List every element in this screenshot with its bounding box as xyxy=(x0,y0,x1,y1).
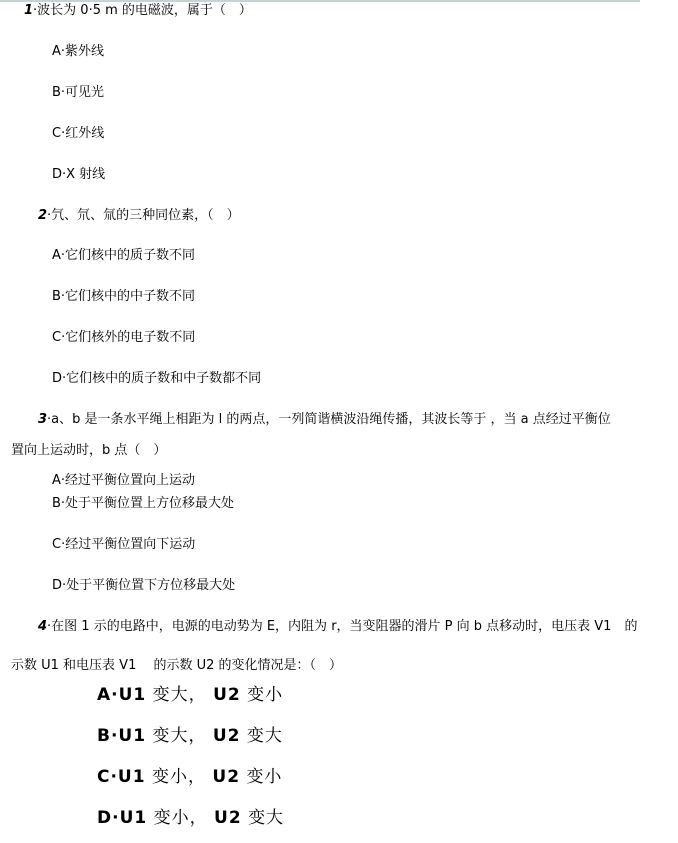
option-text: 变小， xyxy=(153,808,208,828)
question-2-option-d[interactable]: D·它们核中的质子数和中子数都不同 xyxy=(52,371,262,386)
option-u2: U2 xyxy=(212,767,241,787)
option-letter: B·U1 xyxy=(97,726,147,746)
question-4-stem-line2: 示数 U1 和电压表 V1 的示数 U2 的变化情况是：（ ） xyxy=(11,658,343,673)
question-text: ·在图 1 示的电路中，电源的电动势为 E，内阻为 r，当变阻器的滑片 P 向 b 点移动时，电压表 V1 的 xyxy=(47,619,638,634)
question-text: ·波长为 0·5 m 的电磁波，属于（ ） xyxy=(33,3,252,18)
option-text: 变大， xyxy=(152,685,207,705)
question-3-option-c[interactable]: C·经过平衡位置向下运动 xyxy=(52,537,196,552)
option-letter: D·U1 xyxy=(97,808,148,828)
question-2-stem xyxy=(38,208,240,224)
question-1-option-c[interactable]: C·红外线 xyxy=(52,126,105,141)
question-2-option-a[interactable]: A·它们核中的质子数不同 xyxy=(52,248,196,263)
question-2-option-b[interactable]: B·它们核中的中子数不同 xyxy=(52,289,196,304)
question-number: 1 xyxy=(24,3,34,18)
question-number: 3 xyxy=(38,412,48,427)
question-3-option-d[interactable]: D·处于平衡位置下方位移最大处 xyxy=(52,578,236,593)
question-4-option-b[interactable] xyxy=(97,726,283,746)
question-4-option-a[interactable] xyxy=(97,685,283,705)
option-text: 变小， xyxy=(151,767,206,787)
question-text: ·氕、氘、氚的三种同位素，（ ） xyxy=(47,208,240,223)
question-3-stem-line1 xyxy=(38,412,611,428)
question-number: 2 xyxy=(38,208,48,223)
question-1-option-b[interactable]: B·可见光 xyxy=(52,85,105,100)
option-text: 变大， xyxy=(152,726,207,746)
option-u2: U2 xyxy=(212,726,241,746)
question-3-option-a[interactable]: A·经过平衡位置向上运动 xyxy=(52,473,196,488)
top-divider xyxy=(0,0,640,2)
question-4-option-d[interactable] xyxy=(97,808,284,828)
question-number: 4 xyxy=(38,619,48,634)
option-u2: U2 xyxy=(214,808,242,828)
question-3-stem-line2: 置向上运动时，b 点（ ） xyxy=(11,443,167,458)
option-text-2: 变小 xyxy=(247,685,284,705)
question-2-option-c[interactable]: C·它们核外的电子数不同 xyxy=(52,330,196,345)
question-1-option-d[interactable]: D·X 射线 xyxy=(52,167,106,182)
question-text: ·a、b 是一条水平绳上相距为 l 的两点，一列简谐横波沿绳传播，其波长等于 ，当 a 点经过平衡位 xyxy=(47,412,611,427)
option-u2: U2 xyxy=(213,685,241,705)
option-text-2: 变大 xyxy=(248,808,285,828)
option-letter: A·U1 xyxy=(97,685,147,705)
option-letter: C·U1 xyxy=(97,767,146,787)
question-1-stem xyxy=(24,3,252,19)
question-3-option-b[interactable]: B·处于平衡位置上方位移最大处 xyxy=(52,496,235,511)
question-4-option-c[interactable] xyxy=(97,767,282,787)
option-text-2: 变小 xyxy=(246,767,283,787)
option-text-2: 变大 xyxy=(246,726,283,746)
question-1-option-a[interactable]: A·紫外线 xyxy=(52,44,105,59)
question-4-stem-line1 xyxy=(38,619,637,635)
